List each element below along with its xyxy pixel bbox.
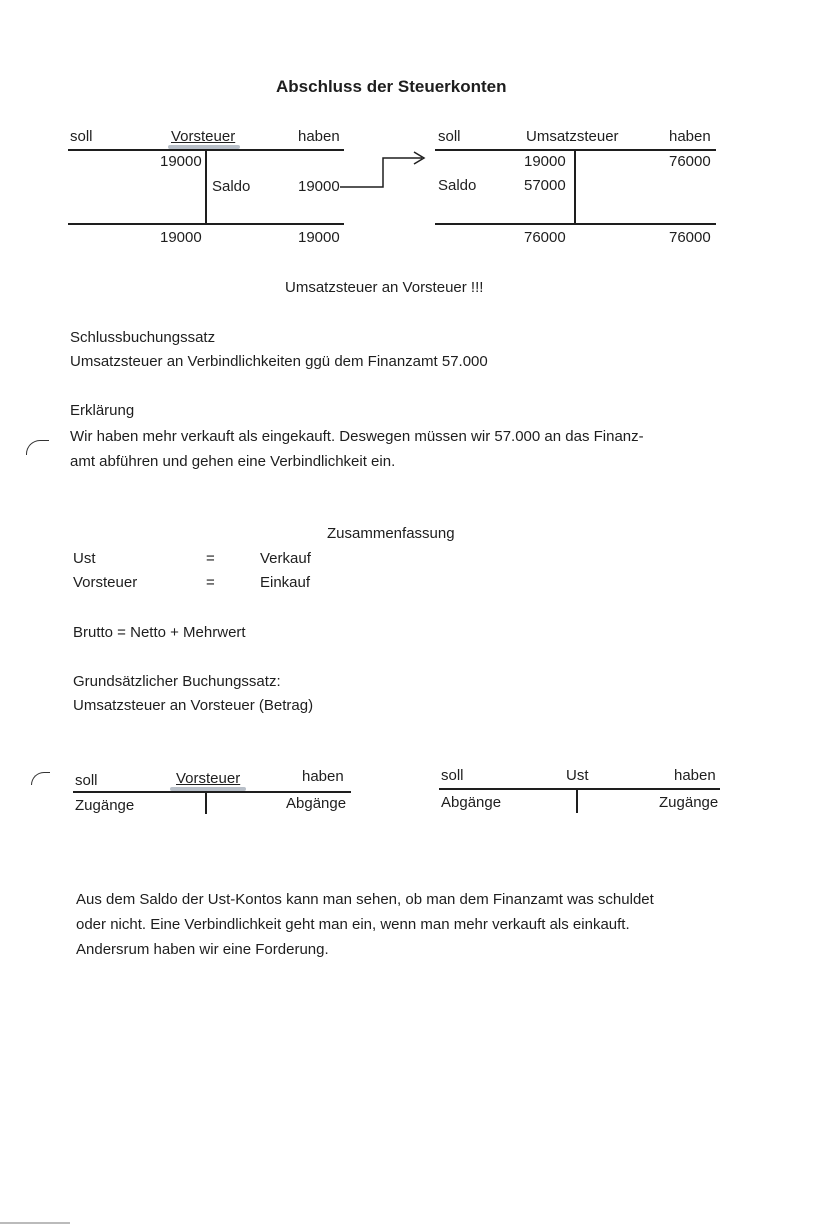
brutto-formula: Brutto = Netto + Mehrwert [73,624,246,641]
booking-note: Umsatzsteuer an Vorsteuer !!! [285,279,484,296]
account-name: Umsatzsteuer [526,128,619,145]
erklaerung-line: amt abführen und gehen eine Verbindlichkeit ein. [70,453,396,470]
erklaerung-line: Wir haben mehr verkauft als eingekauft. Deswegen müssen wir 57.000 an das Finanz- [70,428,644,445]
haben-label: haben [298,128,340,145]
closing-line: Andersrum haben wir eine Forderung. [76,941,329,958]
haben-entry: 76000 [669,153,711,170]
binder-hole-mark [31,772,50,785]
account-divider [205,150,207,223]
sum-right: 76000 [669,229,711,246]
saldo-label: Saldo [438,177,477,194]
sum-left: 76000 [524,229,566,246]
summary-right: Einkauf [260,574,311,591]
account-sum-line [68,223,344,225]
saldo-value: 19000 [298,178,340,195]
saldo-label: Saldo [212,178,251,195]
summary-right: Verkauf [260,550,311,567]
sum-left: 19000 [160,229,202,246]
left-entry: Zugänge [75,797,135,814]
saldo-value: 57000 [524,177,566,194]
grundsatz-heading: Grundsätzlicher Buchungssatz: [73,673,281,690]
haben-label: haben [669,128,711,145]
account-divider [576,789,578,813]
account-top-line [73,791,351,793]
right-entry: Abgänge [286,795,347,812]
schluss-heading: Schlussbuchungssatz [70,329,216,346]
soll-label: soll [441,767,464,784]
closing-line: oder nicht. Eine Verbindlichkeit geht man ein, wenn man mehr verkauft als einkauft. [76,916,630,933]
summary-equals: = [206,574,215,591]
schluss-text: Umsatzsteuer an Verbindlichkeiten ggü dem Finanzamt 57.000 [70,353,488,370]
closing-line: Aus dem Saldo der Ust-Kontos kann man sehen, ob man dem Finanzamt was schuldet [76,891,654,908]
soll-label: soll [438,128,461,145]
haben-label: haben [302,768,344,785]
account-divider [205,792,207,814]
erklaerung-heading: Erklärung [70,402,135,419]
grundsatz-text: Umsatzsteuer an Vorsteuer (Betrag) [73,697,314,714]
left-entry: Abgänge [441,794,502,811]
binder-hole-mark [26,440,49,455]
soll-entry: 19000 [160,153,202,170]
account-divider [574,150,576,223]
account-name: Vorsteuer [171,128,236,145]
account-top-line [439,788,720,790]
summary-left: Vorsteuer [73,574,138,591]
account-sum-line [435,223,716,225]
soll-label: soll [70,128,93,145]
haben-label: haben [674,767,716,784]
transfer-arrow-icon [338,148,428,190]
zusammenfassung-heading: Zusammenfassung [327,525,455,542]
account-name: Vorsteuer [176,770,241,787]
soll-label: soll [75,772,98,789]
summary-left: Ust [73,550,96,567]
scan-edge-line [0,1222,70,1224]
right-entry: Zugänge [659,794,719,811]
account-name: Ust [566,767,589,784]
summary-equals: = [206,550,215,567]
soll-entry: 19000 [524,153,566,170]
page-title: Abschluss der Steuerkonten [276,77,507,96]
sum-right: 19000 [298,229,340,246]
